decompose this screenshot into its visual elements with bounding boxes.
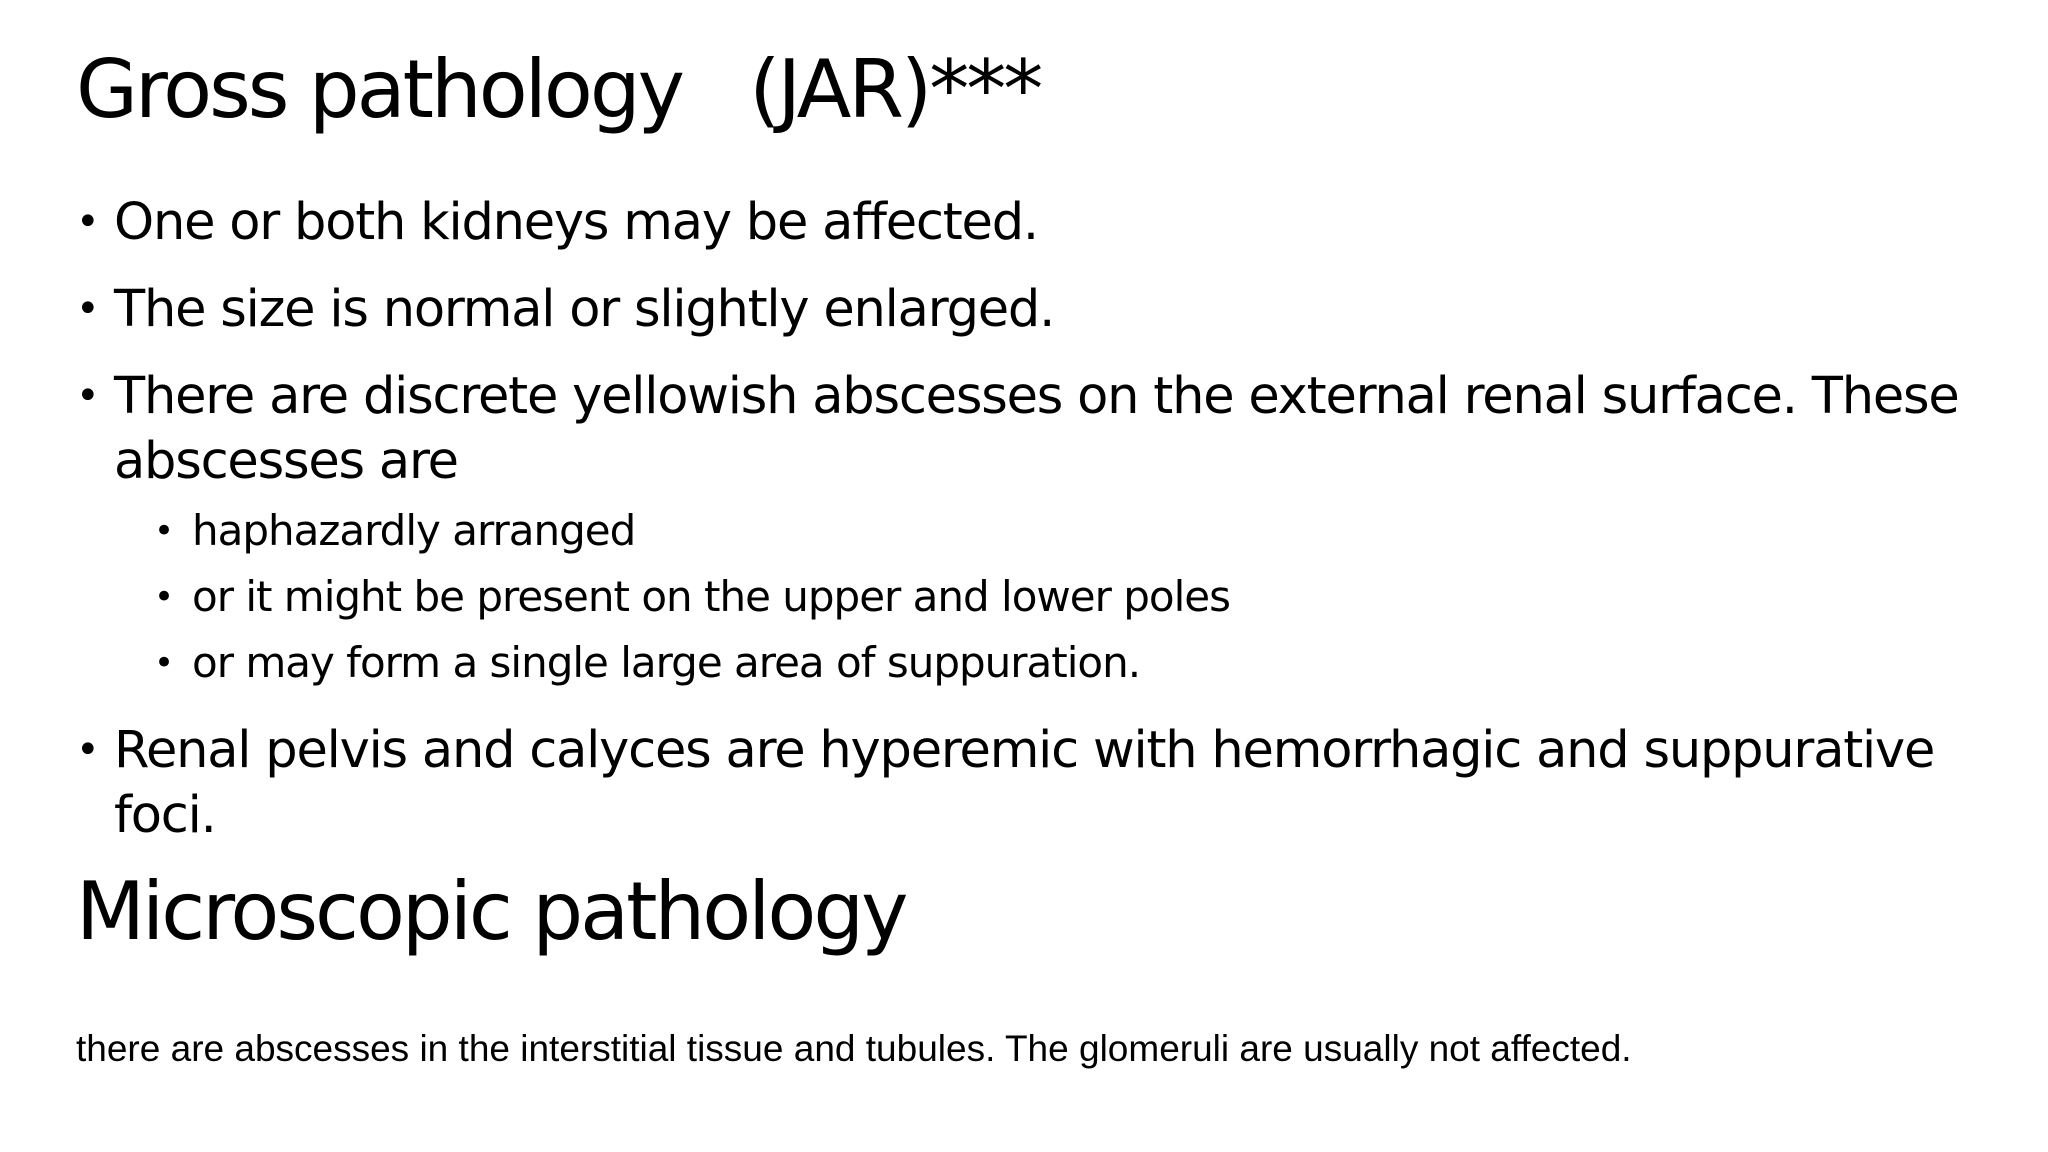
- sub-bullet-text: or it might be present on the upper and lower poles: [192, 572, 1230, 621]
- sub-bullet-list: [114, 498, 1976, 696]
- sub-bullet-item: [154, 630, 1976, 696]
- bullet-dot: •: [76, 727, 99, 773]
- bullet-item: [76, 718, 1976, 848]
- sub-bullet-text: or may form a single large area of suppuration.: [192, 638, 1141, 687]
- bullet-text: The size is normal or slightly enlarged.: [114, 280, 1055, 339]
- sub-bullet-dot: •: [154, 643, 174, 683]
- bullet-text: One or both kidneys may be affected.: [114, 193, 1038, 252]
- microscopic-pathology-title: Microscopic pathology: [76, 865, 906, 958]
- gross-bullet-list: [76, 190, 1976, 870]
- sub-bullet-item: [154, 498, 1976, 564]
- sub-bullet-dot: •: [154, 577, 174, 617]
- bullet-item: [76, 364, 1976, 696]
- bullet-dot: •: [76, 373, 99, 419]
- sub-bullet-item: [154, 564, 1976, 630]
- bullet-item: [76, 277, 1976, 342]
- sub-bullet-text: haphazardly arranged: [192, 506, 636, 555]
- bullet-dot: •: [76, 199, 99, 245]
- bullet-dot: •: [76, 286, 99, 332]
- bullet-text: There are discrete yellowish abscesses on the external renal surface. These abscesses are: [114, 367, 1959, 491]
- sub-bullet-dot: •: [154, 511, 174, 551]
- microscopic-description: there are abscesses in the interstitial tissue and tubules. The glomeruli are usually not affected.: [76, 1028, 1632, 1069]
- bullet-item: [76, 190, 1976, 255]
- bullet-text: Renal pelvis and calyces are hyperemic with hemorrhagic and suppurative foci.: [114, 721, 1935, 845]
- gross-pathology-title: Gross pathology (JAR)***: [76, 43, 1041, 136]
